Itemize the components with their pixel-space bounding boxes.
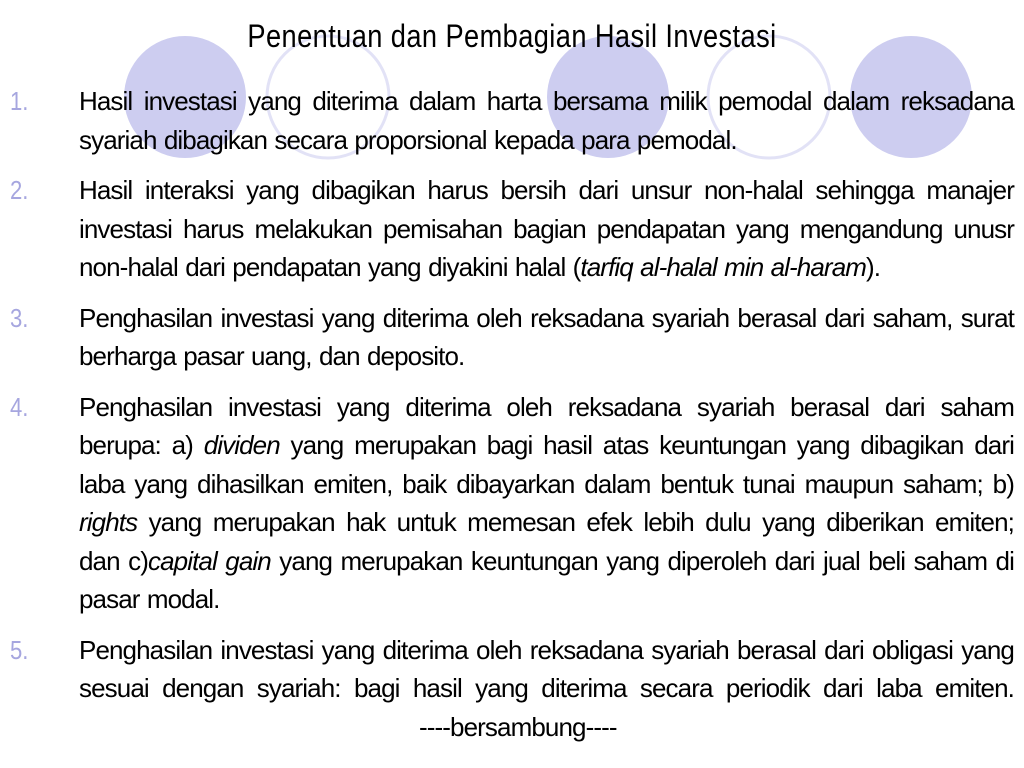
list-item (0, 388, 1024, 619)
item-number: 5. (10, 634, 29, 665)
item-text: Penghasilan investasi yang diterima oleh reksadana syariah berasal dari obligasi yang sesuai dengan syariah: bagi hasil yang diterima secara periodik dari laba emiten.----bersambung---- (79, 631, 1014, 747)
slide-title: Penentuan dan Pembagian Hasil Investasi (247, 18, 777, 54)
item-number: 4. (10, 391, 29, 422)
item-text: Hasil investasi yang diterima dalam harta bersama milik pemodal dalam reksadana syariah dibagikan secara proporsional kepada para pemodal. (79, 86, 1014, 155)
list-item (0, 299, 1024, 376)
continued-marker: ----bersambung---- (419, 711, 617, 742)
item-number: 1. (10, 86, 29, 116)
arabic-term: tarfiq al-halal min al-haram (580, 252, 867, 282)
item-text: Hasil interaksi yang dibagikan harus bersih dari unsur non-halal sehingga manajer investasi harus melakukan pemisahan bagian pendapatan yang mengandung unusr non-halal dari pendapatan yang diyakini halal (tarfiq al-halal min al-haram). (79, 175, 1014, 282)
term-rights: rights (79, 507, 138, 537)
list-item (0, 82, 1024, 159)
item-text: Penghasilan investasi yang diterima oleh reksadana syariah berasal dari saham, surat berharga pasar uang, dan deposito. (79, 302, 1014, 371)
item-text: Penghasilan investasi yang diterima oleh reksadana syariah berasal dari saham berupa: a) dividen yang merupakan bagi hasil atas keuntungan yang dibagikan dari laba yang dihasilkan emiten, baik dibayarkan dalam bentuk tunai maupun saham; b) rights yang merupakan hak untuk memesan efek lebih dulu yang diberikan emiten; dan c)capital gain yang merupakan keuntungan yang diperoleh dari jual beli saham di pasar modal. (79, 391, 1014, 614)
item-number: 3. (10, 302, 29, 333)
list-item (0, 631, 1024, 747)
term-capital-gain: capital gain (147, 545, 271, 576)
item-number: 2. (10, 175, 29, 205)
list-item (0, 171, 1024, 287)
numbered-list (0, 82, 1024, 758)
term-dividen: dividen (203, 430, 280, 460)
